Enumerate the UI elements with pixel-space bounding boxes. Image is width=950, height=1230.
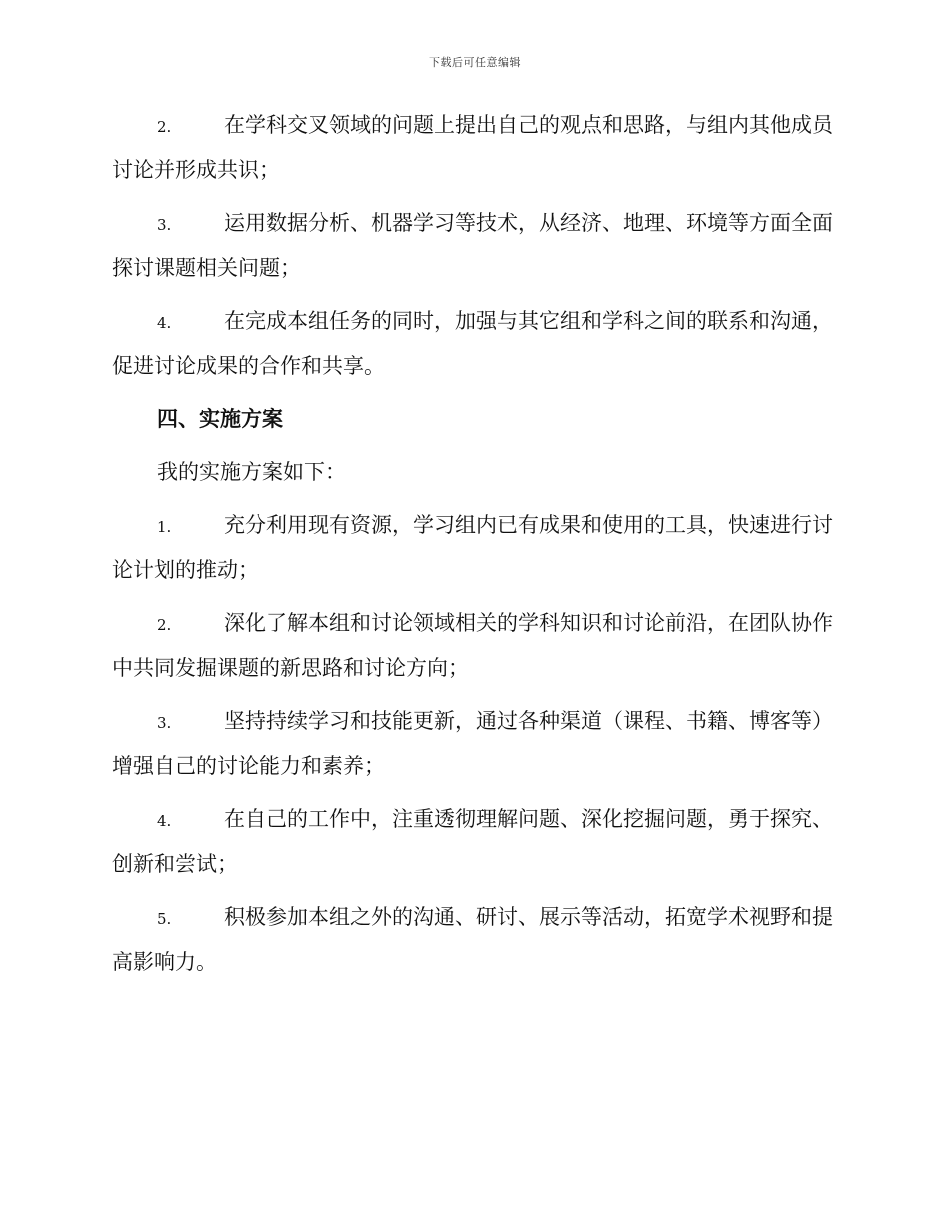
list-item-text: 深化了解本组和讨论领域相关的学科知识和讨论前沿，在团队协作中共同发掘课题的新思路和讨论方向； bbox=[112, 611, 833, 680]
list-item bbox=[112, 504, 836, 592]
document-body bbox=[112, 104, 836, 994]
list-item-number: 4. bbox=[157, 314, 172, 332]
list-item bbox=[112, 300, 836, 388]
list-item bbox=[112, 104, 836, 192]
list-item-number: 1. bbox=[157, 518, 172, 536]
list-item-number: 3. bbox=[157, 714, 172, 732]
section-heading: 四、实施方案 bbox=[157, 407, 283, 431]
list-item-number: 2. bbox=[157, 118, 172, 136]
list-item bbox=[112, 896, 836, 984]
list-item-number: 2. bbox=[157, 616, 172, 634]
list-item bbox=[112, 700, 836, 788]
list-item-text: 在自己的工作中，注重透彻理解问题、深化挖掘问题，勇于探究、创新和尝试； bbox=[112, 807, 833, 876]
list-item-number: 5. bbox=[157, 910, 172, 928]
section-intro: 我的实施方案如下： bbox=[157, 460, 346, 484]
list-item bbox=[112, 798, 836, 886]
list-item bbox=[112, 602, 836, 690]
list-item-text: 在完成本组任务的同时，加强与其它组和学科之间的联系和沟通，促进讨论成果的合作和共享。 bbox=[112, 309, 833, 378]
list-item-text: 积极参加本组之外的沟通、研讨、展示等活动，拓宽学术视野和提高影响力。 bbox=[112, 905, 833, 974]
list-item-text: 充分利用现有资源，学习组内已有成果和使用的工具，快速进行讨论计划的推动； bbox=[112, 513, 833, 582]
list-item-text: 坚持持续学习和技能更新，通过各种渠道（课程、书籍、博客等）增强自己的讨论能力和素养； bbox=[112, 709, 833, 778]
list-item-text: 运用数据分析、机器学习等技术，从经济、地理、环境等方面全面探讨课题相关问题； bbox=[112, 211, 833, 280]
page-header-note: 下载后可任意编辑 bbox=[429, 56, 521, 69]
list-item-number: 3. bbox=[157, 216, 172, 234]
list-item bbox=[112, 202, 836, 290]
list-item-number: 4. bbox=[157, 812, 172, 830]
list-item-text: 在学科交叉领域的问题上提出自己的观点和思路，与组内其他成员讨论并形成共识； bbox=[112, 113, 833, 182]
